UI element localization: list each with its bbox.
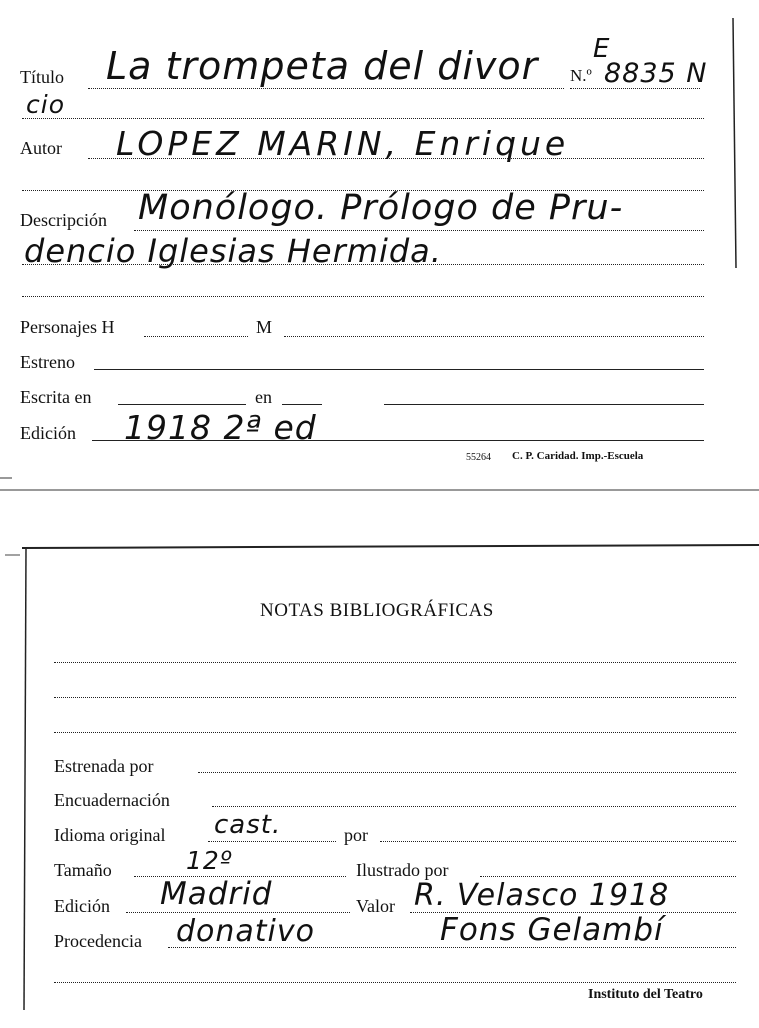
estrenada-label: Estrenada por xyxy=(54,756,154,776)
notas-heading: NOTAS BIBLIOGRÁFICAS xyxy=(260,600,494,621)
idioma-line xyxy=(208,841,336,842)
edicion2-label: Edición xyxy=(54,896,110,916)
personajes-m-line xyxy=(284,336,704,337)
procedencia-label: Procedencia xyxy=(54,931,142,951)
procedencia-line-2 xyxy=(54,982,736,983)
numero-line xyxy=(570,88,700,89)
procedencia-value: donativo xyxy=(176,914,316,949)
edicion2-line xyxy=(126,912,350,913)
escrita-label: Escrita en xyxy=(20,387,92,407)
titulo-value-cont: cio xyxy=(26,90,65,119)
idioma-por-label: por xyxy=(344,825,368,845)
titulo-line xyxy=(88,88,564,89)
autor-value: LOPEZ MARIN, Enrique xyxy=(116,124,570,163)
idioma-label: Idioma original xyxy=(54,825,166,845)
encuadernacion-line xyxy=(212,806,736,807)
tamano-value: 12º xyxy=(186,846,233,875)
titulo-label: Título xyxy=(20,67,64,87)
personajes-h-line xyxy=(144,336,248,337)
estrenada-line xyxy=(198,772,736,773)
notas-line-1 xyxy=(54,662,736,663)
estreno-label: Estreno xyxy=(20,352,75,372)
escrita-en-label: en xyxy=(255,387,272,407)
titulo-value: La trompeta del divor xyxy=(106,44,539,88)
descripcion-value-1: Monólogo. Prólogo de Pru- xyxy=(138,188,624,228)
printer-credit: C. P. Caridad. Imp.-Escuela xyxy=(512,450,644,462)
estreno-line xyxy=(94,369,704,370)
edicion2-value: Madrid xyxy=(160,876,273,912)
idioma-value: cast. xyxy=(214,810,282,840)
personajes-m-label: M xyxy=(256,317,273,337)
valor-label: Valor xyxy=(356,896,395,916)
escrita-en-line xyxy=(282,404,322,405)
print-code: 55264 xyxy=(466,452,491,463)
ilustrado-label: Ilustrado por xyxy=(356,860,449,880)
procedencia-value-2: Fons Gelambí xyxy=(440,912,664,948)
personajes-label: Personajes H xyxy=(20,317,115,337)
escrita-line xyxy=(118,404,246,405)
edicion-label: Edición xyxy=(20,423,76,443)
numero-superscript: E xyxy=(593,34,611,64)
descripcion-line-3 xyxy=(22,296,704,297)
idioma-por-line xyxy=(380,841,736,842)
descripcion-line xyxy=(134,230,704,231)
valor-value: R. Velasco 1918 xyxy=(414,878,670,913)
descripcion-label: Descripción xyxy=(20,210,107,230)
ilustrado-line xyxy=(480,876,736,877)
escrita-en-line-2 xyxy=(384,404,704,405)
numero-label: N.º xyxy=(570,66,592,85)
titulo-line-2 xyxy=(22,118,704,119)
institute-credit: Instituto del Teatro xyxy=(588,987,703,1002)
numero-value: 8835 N xyxy=(604,58,708,89)
notas-line-2 xyxy=(54,697,736,698)
tamano-label: Tamaño xyxy=(54,860,112,880)
descripcion-value-2: dencio Iglesias Hermida. xyxy=(24,232,442,270)
autor-label: Autor xyxy=(20,138,62,158)
notas-line-3 xyxy=(54,732,736,733)
edicion-value: 1918 2ª ed xyxy=(124,408,317,447)
encuadernacion-label: Encuadernación xyxy=(54,790,170,810)
